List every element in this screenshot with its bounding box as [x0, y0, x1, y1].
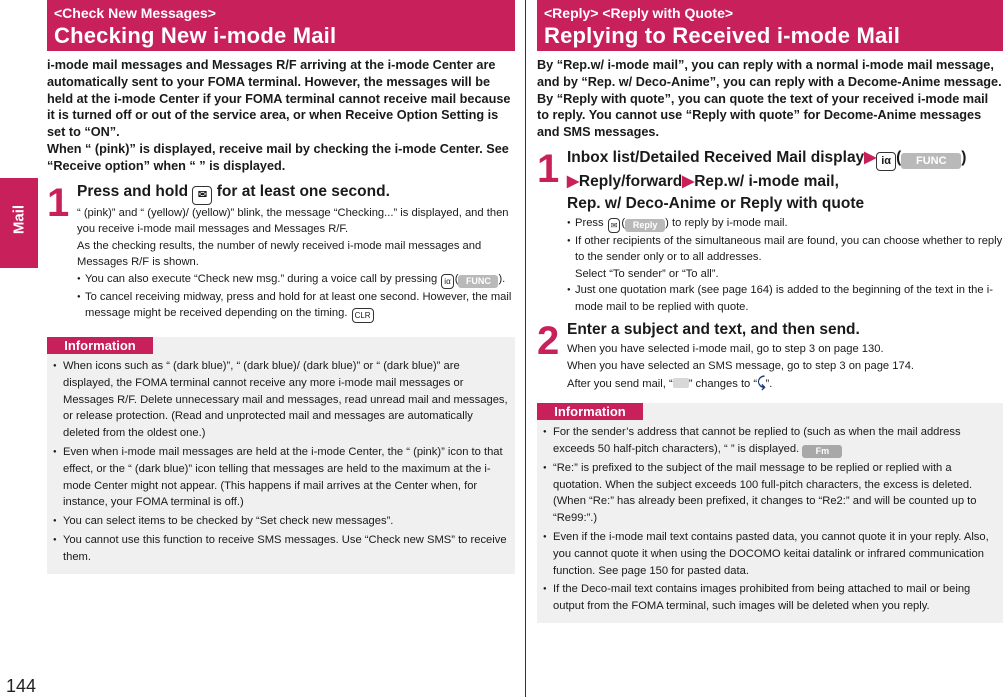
step-title-part: for at least one second. [216, 182, 390, 200]
info-item: ● “Re:” is prefixed to the subject of the mail message to be replied or replied with a quotation. When the subject exceeds 100 full-pitch characters, the excess is deleted. (When “Re:” has already been prefixed, it changes to “Re2:” and will be counted up to “Re99:”.) [541, 460, 997, 527]
info-item: ● When icons such as “ (dark blue)”, “ (dark blue)/ (dark blue)” or “ (dark blue)” are displayed, the FOMA terminal cannot receive any more i-mode mail messages or Messages R/F. Delete unnecessary mail and messages, read unread mail and messages, or release protection. (Read and unprotected mail and messages are automatically deleted from the oldest one.) [51, 358, 509, 442]
left-header-title: Checking New i-mode Mail [54, 23, 337, 48]
reply-softkey-icon: Reply [625, 219, 665, 232]
step-body-text: When you have selected i-mode mail, go to step 3 on page 130. [567, 343, 884, 356]
body-text-part: ” changes to “ [688, 378, 758, 391]
right-step-2-body [567, 341, 1003, 393]
bullet-text: to reply by i-mode mail. [672, 216, 788, 229]
right-intro: By “Rep.w/ i-mode mail”, you can reply with a normal i-mode mail message, and by “Rep. w/ Deco-Anime”, you can reply with a Decome-Anime message. By “Reply with quote”, you can quote the text of your received i-mode mail to reply. You cannot use “Reply with quote” for Decome-Anime messages and SMS messages. [537, 58, 1002, 140]
func-softkey-icon: FUNC [901, 153, 961, 169]
left-step-1 [47, 181, 515, 324]
body-text-part: After you send mail, “ [567, 378, 673, 391]
info-item: ● You cannot use this function to receive SMS messages. Use “Check new SMS” to receive them. [51, 532, 509, 566]
info-item: ● If the Deco-mail text contains images prohibited from being attached to mail or being output from the FOMA terminal, such images will be deleted when you reply. [541, 581, 997, 615]
step-number: 1 [47, 180, 70, 225]
left-header [47, 0, 515, 51]
right-step-2-title: Enter a subject and text, and then send. [567, 321, 860, 339]
info-item: ● Even if the i-mode mail text contains pasted data, you cannot quote it in your reply. Also, you cannot quote it when using the DOCOMO keitai datalink or infrared communication function. See page 150 for pasted data. [541, 529, 997, 579]
imode-key-icon: iα [441, 274, 453, 289]
info-item: ● You can select items to be checked by “Set check new messages”. [51, 513, 509, 530]
step-title-part: Press and hold [77, 182, 189, 200]
replied-arrow-icon: ⤹ [757, 374, 766, 391]
left-information-box [47, 337, 515, 574]
right-step-2 [537, 319, 1003, 393]
right-information-box [537, 403, 1003, 623]
step-body-text: “ (pink)” and “ (yellow)/ (yellow)” blink, the message “Checking...” is displayed, and then you receive i-mode mail messages and Messages R/F. [77, 206, 509, 236]
left-intro-p1: i-mode mail messages and Messages R/F arriving at the i-mode Center are automatically sent to your FOMA terminal. However, the messages will be held at the i-mode Center if your FOMA terminal cannot receive mail because it is turned off or out of the service area, or when Receive Option Setting is set to “ON”. [47, 58, 511, 140]
left-intro [47, 57, 515, 175]
func-softkey-icon: FUNC [458, 275, 498, 288]
step-title-part: Reply/forward [578, 172, 683, 190]
left-header-sub: <Check New Messages> [54, 5, 216, 21]
bullet-item [77, 289, 515, 324]
left-intro-p2: When “ (pink)” is displayed, receive mail by checking the i-mode Center. See “Receive option” when “ ” is displayed. [47, 141, 509, 173]
left-step-1-title [77, 181, 515, 205]
right-header-title: Replying to Received i-mode Mail [544, 23, 901, 48]
page-number: 144 [6, 676, 37, 696]
arrow-icon: ▶ [864, 148, 877, 166]
info-text: For the sender’s address that cannot be replied to (such as when the mail address exceeds 50 half-pitch characters), “ ” is displayed. [553, 425, 961, 455]
body-text-part: ”. [765, 378, 773, 391]
step-title-part: Rep.w/ i-mode mail, [694, 172, 839, 190]
step-number: 2 [537, 319, 560, 364]
bullet-text: Select “To sender” or “To all”. [575, 267, 719, 280]
step-body-text [567, 374, 1003, 393]
right-header [537, 0, 1003, 51]
right-step-1-body [567, 215, 1003, 316]
bullet-item: ● Just one quotation mark (see page 164) is added to the beginning of the text in the i-mode mail to be replied with quote. [567, 282, 1003, 315]
bullet-item [567, 233, 1003, 283]
step-body-text: As the checking results, the number of newly received i-mode mail messages and Messages R/F is shown. [77, 239, 482, 269]
left-step-1-body [77, 205, 515, 324]
bullet-text: To cancel receiving midway, press and hold for at least one second. However, the mail message might be received depending on the timing. [85, 290, 512, 320]
bullet-text: Press [575, 216, 604, 229]
clr-key-icon: CLR [352, 308, 374, 323]
bullet-text: If other recipients of the simultaneous mail are found, you can choose whether to reply to the sender only or to all addresses. [575, 234, 1003, 264]
side-tab [0, 178, 38, 268]
step-title-part: Inbox list/Detailed Received Mail display [567, 148, 865, 166]
information-label: Information [537, 403, 643, 420]
fm-unreplyable-icon: Fm [802, 445, 842, 458]
right-column [537, 0, 1003, 623]
unsent-envelope-icon [673, 378, 689, 388]
arrow-icon: ▶ [682, 172, 695, 190]
right-step-1-title: Inbox list/Detailed Received Mail display▶ iα ( FUNC ) ▶Reply/forward▶Rep.w/ i-mode mail, Rep. w/ Deco-Anime or Reply with quote [567, 148, 967, 212]
step-number: 1 [537, 146, 560, 191]
arrow-icon: ▶ [567, 172, 579, 190]
bullet-item: ● You can also execute “Check new msg.” during a voice call by pressing iα ( FUNC ). [77, 271, 515, 289]
left-column [47, 0, 515, 574]
column-divider [525, 0, 526, 697]
right-step-1 [537, 147, 1003, 316]
info-item: ● Even when i-mode mail messages are held at the i-mode Center, the “ (pink)” icon to that effect, or the “ (dark blue)” icon telling that messages are held to the maximum at the i-mode Center might not appear. (This happens if mail arrives at the Center when, for instance, your FOMA terminal is off.) [51, 444, 509, 511]
step-body-text: When you have selected an SMS message, go to step 3 on page 174. [567, 359, 915, 372]
mail-key-icon: ✉ [192, 186, 212, 205]
bullet-text: You can also execute “Check new msg.” during a voice call by pressing [85, 272, 438, 285]
mail-key-icon: ✉ [608, 218, 621, 233]
side-tab-label: Mail [10, 204, 28, 235]
information-label: Information [47, 337, 153, 354]
bullet-item: ● Press ✉ ( Reply ) to reply by i-mode mail. [567, 215, 1003, 233]
imode-key-icon: iα [876, 152, 896, 171]
right-header-sub: <Reply> <Reply with Quote> [544, 5, 734, 21]
info-item [541, 424, 997, 458]
step-title-part: Rep. w/ Deco-Anime or Reply with quote [567, 194, 865, 212]
